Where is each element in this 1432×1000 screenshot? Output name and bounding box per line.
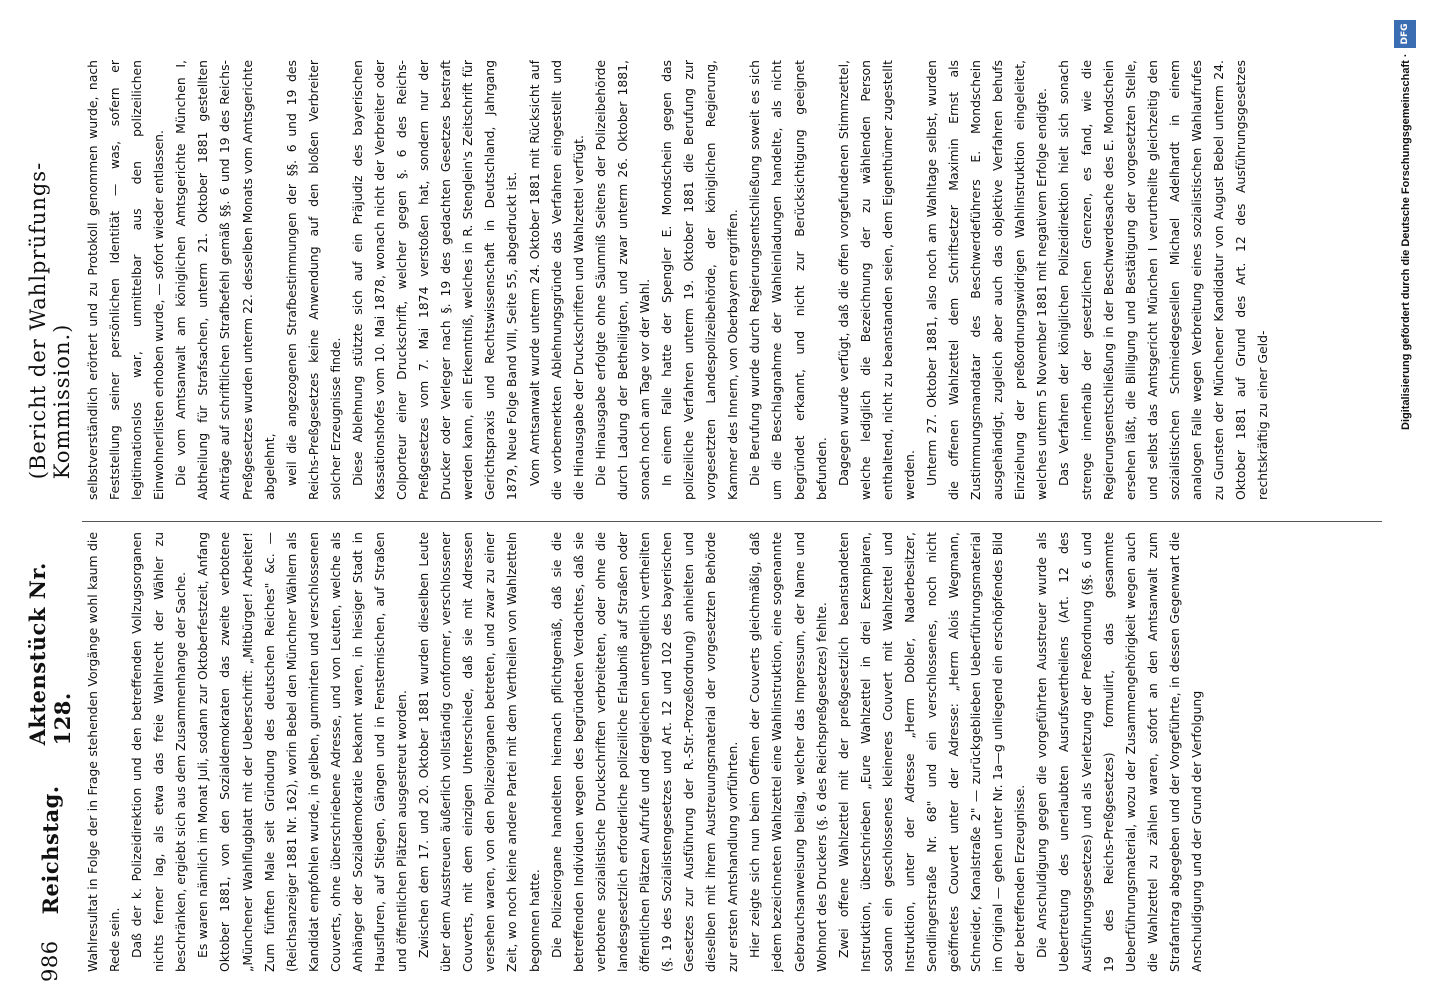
paragraph: In einem Falle hatte der Spengler E. Mondschein gegen das polizeiliche Verfahren unterm 19. Oktober 1881 die Berufung zur vorgesetzten Landespolizeibehörde, der königlichen Regierung, Kammer des Innern, von Oberbayern ergriffen. (659, 60, 741, 500)
header-right: (Bericht der Wahlprüfungs-Kommission.) (26, 161, 74, 480)
page-number: 986 (38, 940, 62, 982)
paragraph: Hier zeigte sich nun beim Oeffnen der Couverts gleichmäßig, daß jedem bezeichneten Wahlzettel eine Wahlinstruktion, eine sogenannte Gebrauchsanweisung beilag, welcher das Impressum, der Name und Wohnort des Druckers (§. 6 des Reichspreßgesetzes) fehlte. (747, 532, 829, 972)
paragraph: Die Anschuldigung gegen die vorgeführten Ausstreuer wurde als Uebertretung des unerlaubten Ausrufsvertheilens (Art. 12 des Ausführungsgesetzes) und als Verletzung der Preßordnung (§§. 6 und 19 des Reichs-Preßgesetzes) formulirt, das gesammte Ueberführungsmaterial, wozu der Zusammengehörigkeit wegen auch die Wahlzettel zu zählen waren, sofort an den Amtsanwalt zum Strafantrag abgegeben und der Vorgeführte, in dessen Gegenwart die Anschuldigung und der Grund der Verfolgung (1034, 532, 1204, 972)
paragraph: Zwei offene Wahlzettel mit der preßgesetzlich beanstandeten Instruktion, überschrieben „Eure Wahlzettel in drei Exemplaren, sodann ein geschlossenes kleineres Couvert mit Wahlzettel und Instruktion, unter der Adresse „Herrn Dobler, Naderbesitzer, Sendlingerstraße Nr. 68" und ein verschlossenes, noch nicht geöffnetes Couvert unter der Adresse: „Herrn Alois Wegmann, Schneider, Kanalstraße 2" — zurückgeblieben Ueberführungsmaterial im Original — gehen unter Nr. 1a—g unliegend ein erschöpfendes Bild der betreffenden Erzeugnisse. (835, 532, 1028, 972)
paragraph: Diese Ablehnung stützte sich auf ein Präjudiz des bayerischen Kassationshofes vom 10. Mai 1878, wonach nicht der Verbreiter oder Colporteur einer Druckschrift, welcher gegen §. 6 des Reichs-Preßgesetzes vom 7. Mai 1874 verstoßen hat, sondern nur der Drucker oder Verleger nach §. 19 des gedachten Gesetzes bestraft werden kann, ein Erkenntniß, welches in R. Stenglein's Zeitschrift für Gerichtspraxis und Rechtswissenschaft in Deutschland, Jahrgang 1879, Neue Folge Band VIII, Seite 55, abgedruckt ist. (349, 60, 520, 500)
header-center: Aktenstück Nr. 128. (25, 562, 75, 746)
paragraph: Die Berufung wurde durch Regierungsentschließung soweit es sich um die Beschlagnahme der Wahleinladungen handelte, als nicht begründet erkannt, und nicht zur Berücksichtigung geeignet befunden. (747, 60, 829, 500)
paragraph: Die Polizeiorgane handelten hiernach pflichtgemäß, daß sie die betreffenden Individuen wegen des begründeten Verdachtes, daß sie verbotene sozialistische Druckschriften verbreiteten, oder ohne die landesgesetzlich erforderliche polizeiliche Erlaubniß auf Straßen oder öffentlichen Plätzen Aufrufe und dergleichen unentgeltlich vertheilten (§. 19 des Sozialistengesetzes und Art. 12 und 102 des bayerischen Gesetzes zur Ausführung der R.-Str.-Prozeßordnung) anhielten und dieselben mit ihrem Austreuungsmaterial der vorgesetzten Behörde zur ersten Amtshandlung vorführten. (548, 532, 741, 972)
page-header (25, 18, 75, 982)
paragraph: Zwischen dem 17. und 20. Oktober 1881 wurden dieselben Leute über dem Ausstreuen äußerlich vollständig conformer, verschlossener Couverts, mit dem einzigen Unterschiede, daß sie mit Adressen versehen waren, von den Polizeiorganen betreten, und zwar zu einer Zeit, wo noch keine andere Partei mit dem Vertheilen von Wahlzetteln begonnen hatte. (416, 532, 542, 972)
digitization-note: Digitalisierung gefördert durch die Deutsche Forschungsgemeinschaft · (1400, 53, 1412, 430)
paragraph: weil die angezogenen Strafbestimmungen der §§. 6 und 19 des Reichs-Preßgesetzes keine Anwendung auf den bloßen Verbreiter solcher Erzeugnisse finde. (283, 60, 343, 500)
paragraph: Wahlresultat in Folge der in Frage stehenden Vorgänge wohl kaum die Rede sein. (85, 532, 123, 972)
paragraph: Die vom Amtsanwalt am königlichen Amtsgerichte München I, Abtheilung für Strafsachen, unterm 21. Oktober 1881 gestellten Anträge auf schriftlichen Strafbefehl gemäß §§. 6 und 19 des Reichs-Preßgesetzes wurden unterm 22. desselben Monats vom Amtsgerichte abgelehnt, (173, 60, 277, 500)
paragraph: Unterm 27. Oktober 1881, also noch am Wahltage selbst, wurden die offenen Wahlzettel dem Schriftsetzer Maximin Ernst als Zustimmungsmandatar des Beschwerdeführers E. Mondschein ausgehändigt, zugleich aber auch das objektive Verfahren behufs Einziehung der preßordnungswidrigen Wahlinstruktion eingeleitet, welches unterm 5 November 1881 mit negativem Erfolge endigte. (923, 60, 1050, 500)
dfg-logo: DFG (1394, 20, 1416, 48)
paragraph: Vom Amtsanwalt wurde unterm 24. Oktober 1881 mit Rücksicht auf die vorbemerkten Ablehnungsgründe das Verfahren eingestellt und die Hinausgabe der Druckschriften und Wahlzettel verfügt. (526, 60, 586, 500)
text-column-right (82, 60, 1382, 500)
paragraph: Dagegen wurde verfügt, daß die offen vorgefundenen Stimmzettel, welche lediglich die Bezeichnung der zu wählenden Person enthaltend, nicht zu beanstanden seien, dem Eigenthümer zugestellt werden. (835, 60, 917, 500)
text-column-left (82, 532, 1382, 972)
paragraph: Daß der k. Polizeidirektion und den betreffenden Vollzugsorganen nichts ferner lag, als etwa das freie Wahlrecht der Wähler zu beschränken, ergiebt sich aus dem Zusammenhange der Sache. (129, 532, 189, 972)
column-divider (82, 521, 1382, 522)
paragraph: Es waren nämlich im Monat Juli, sodann zur Oktoberfestzeit, Anfang Oktober 1881, von den Sozialdemokraten das zweite verbotene „Münchener Wahlflugblatt mit der Ueberschrift: „Mitbürger! Arbeiter! Zum fünften Male seit Gründung des deutschen Reiches" &c. — (Reichsanzeiger 1881 Nr. 162), worin Bebel den Münchner Wählern als Kandidat empfohlen wurde, in gelben, gummirten und verschlossenen Couverts, ohne überschriebene Adresse, und von Leuten, welche als Anhänger der Sozialdemokratie bekannt waren, in hiesiger Stadt in Hausfluren, auf Stiegen, Gängen und in Fensternischen, auf Straßen und öffentlichen Plätzen ausgestreut worden. (195, 532, 410, 972)
paragraph: selbstverständlich erörtert und zu Protokoll genommen wurde, nach Feststellung seiner persönlichen Identität — was, sofern er legitimationslos war, unmittelbar aus den polizeilichen Einwohnerlisten erhoben wurde, — sofort wieder entlassen. (85, 60, 167, 500)
header-left: Reichstag. (37, 785, 63, 915)
paragraph: Die Hinausgabe erfolgte ohne Säumniß Seitens der Polizeibehörde durch Ladung der Betheiligten, und zwar unterm 26. Oktober 1881, sonach noch am Tage vor der Wahl. (592, 60, 652, 500)
paragraph: Das Verfahren der königlichen Polizeidirektion hielt sich sonach strenge innerhalb der gesetzlichen Grenzen, es fand, wie die Regierungsentschließung in der Beschwerdesache des E. Mondschein ersehen läßt, die Billigung und Bestätigung der vorgesetzten Stelle, und selbst das Amtsgericht München I verurtheilte gleichzeitig den sozialistischen Schmiedegesellen Michael Adelhardt in einem analogen Falle wegen Verbreitung eines sozialistischen Wahlaufrufes zu Gunsten der Münchener Kandidatur von August Bebel unterm 24. Oktober 1881 auf Grund des Art. 12 des Ausführungsgesetzes rechtskräftig zu einer Geld- (1056, 60, 1271, 500)
